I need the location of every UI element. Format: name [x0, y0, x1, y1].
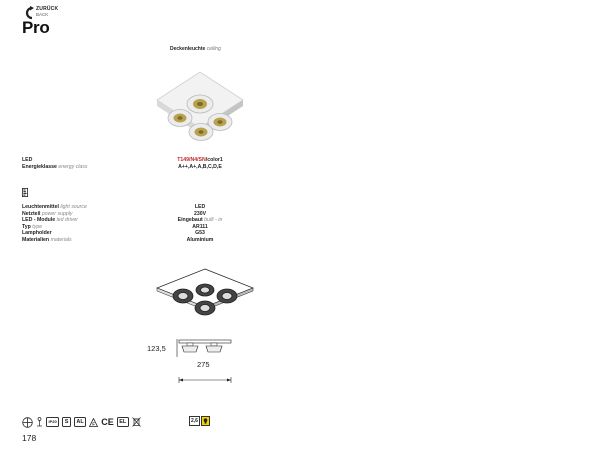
dimension-width: 275 — [197, 360, 210, 369]
spec-value-led-code: T149/N4/SN — [177, 157, 206, 163]
f-mark-icon — [89, 417, 98, 427]
spec-label-lightsource-en: light source — [60, 204, 87, 210]
caption-de: Deckenleuchte — [170, 46, 206, 52]
back-link-en[interactable]: BACK — [36, 12, 49, 17]
spec-value-lightsource: LED — [194, 204, 206, 210]
spec-label-driver-de: LED - Module — [22, 217, 56, 223]
dimension-height: 123,5 — [147, 344, 166, 353]
caption-en: ceiling — [206, 46, 221, 52]
spec-value-driver-en: built - in — [204, 217, 223, 223]
bulb-yellow-icon — [201, 416, 210, 426]
spec-label-driver-en: led driver — [56, 217, 78, 223]
bulb-watt: 2,6 — [191, 418, 198, 424]
s-badge: S — [62, 417, 71, 427]
al-badge: AL — [74, 417, 86, 427]
spec-value-led-color: /color1 — [205, 157, 223, 163]
back-link-de[interactable]: ZURÜCK — [36, 6, 59, 12]
ip20-badge: IP20 — [46, 417, 59, 427]
spec-label-materials — [22, 237, 72, 244]
energy-label-icon — [22, 184, 28, 193]
bulb-icon — [189, 416, 210, 426]
spec-label-power-en: power supply — [41, 210, 73, 217]
width-dimension-line — [178, 370, 232, 376]
spec-value-driver-de: Eingebaut — [177, 217, 203, 223]
spec-label-lampholder-de: Lampholder — [22, 230, 52, 236]
spec-label-materials-de: Materialien — [22, 236, 50, 243]
side-view-drawing — [175, 338, 235, 358]
spec-label-materials-en: materials — [50, 236, 72, 243]
spec-label-lightsource-de: Leuchtenmittel — [22, 204, 59, 210]
spec-value-energy: A++,A+,A,B,C,D,E — [178, 163, 222, 170]
el-badge: EL — [117, 417, 129, 427]
spec-label-energy — [22, 164, 87, 171]
ce-mark: CE — [101, 417, 114, 427]
page-title: Pro — [22, 18, 50, 37]
spec-label-power-de: Netzteil — [22, 210, 41, 217]
product-caption — [170, 46, 221, 52]
spec-label-type-en: type — [32, 223, 43, 230]
lamp-photo — [155, 70, 245, 150]
spec-label-energy-en: energy class — [58, 163, 88, 170]
svg-text:F: F — [92, 421, 96, 426]
spec-value-power: 230V — [193, 210, 207, 217]
spec-value-type: AR111 — [192, 223, 208, 230]
stand-icon — [36, 417, 43, 427]
weee-bin-icon — [132, 417, 141, 427]
spec-value-lampholder: G53 — [195, 230, 205, 236]
spec-label-type-de: Typ — [22, 223, 31, 230]
certification-icons — [22, 416, 141, 428]
spec-label-led-de: LED — [22, 157, 33, 163]
spec-label-energy-de: Energieklasse — [22, 163, 57, 170]
spec-value-materials: Aluminium — [186, 236, 214, 243]
page-number: 178 — [22, 433, 37, 443]
class-protection-icon — [22, 417, 33, 427]
technical-drawing — [155, 268, 255, 320]
